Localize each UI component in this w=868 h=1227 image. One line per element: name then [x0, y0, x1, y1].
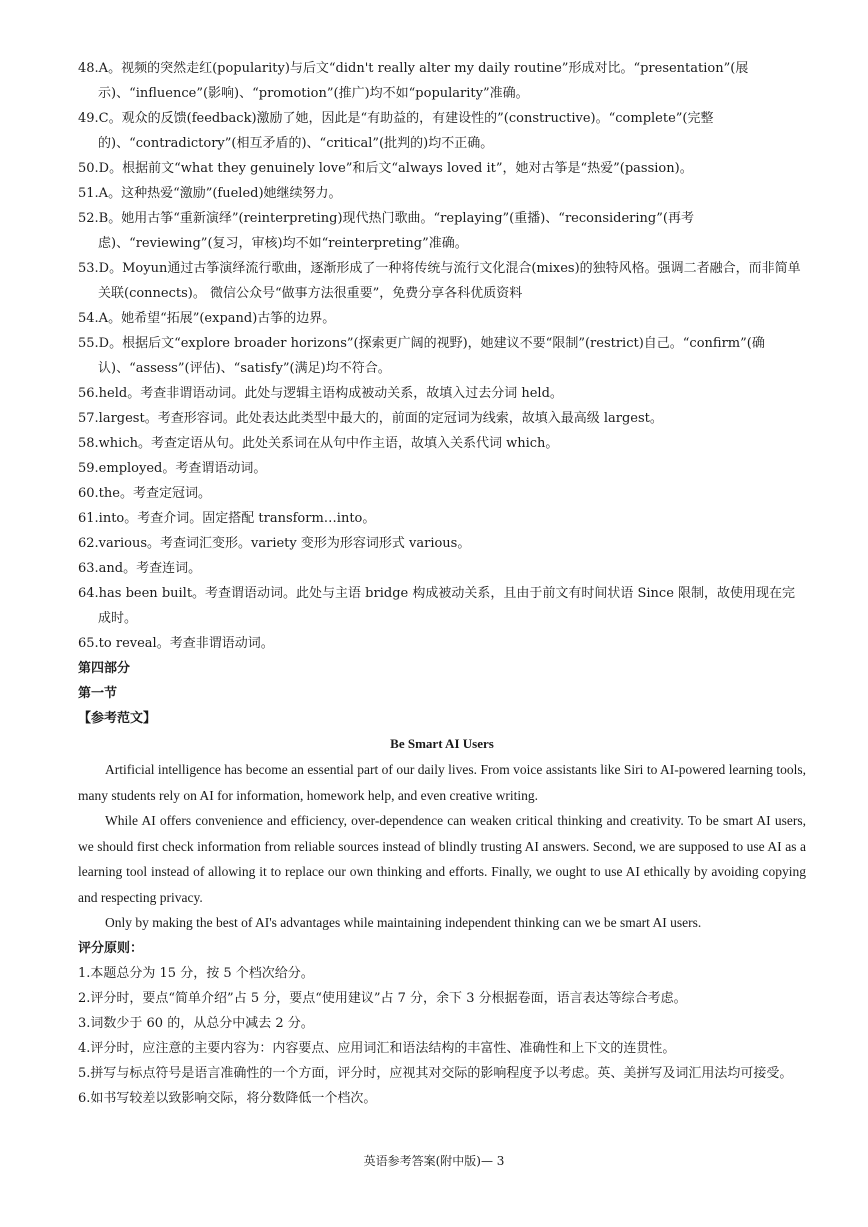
section-heading: 第一节 [78, 686, 118, 701]
essay-paragraph: Artificial intelligence has become an essential part of our daily lives. From voice assistants like Siri to AI-powered learning tools, many students rely on AI for information, homework help, and even creative writing. [78, 762, 806, 803]
answer-64: 64.has been built。考查谓语动词。此处与主语 bridge 构成被动关系，且由于前文有时间状语 Since 限制，故使用现在完成时。 [78, 586, 796, 626]
answer-content [78, 56, 806, 1111]
scoring-rule: 3.词数少于 60 的，从总分中减去 2 分。 [78, 1015, 314, 1031]
scoring-rule: 2.评分时，要点“简单介绍”占 5 分，要点“使用建议”占 7 分，余下 3 分根据卷面，语言表达等综合考虑。 [78, 990, 687, 1006]
essay-paragraph: Only by making the best of AI's advantages while maintaining independent thinking can we be smart AI users. [105, 915, 702, 930]
scoring-rule: 4.评分时，应注意的主要内容为：内容要点、应用词汇和语法结构的丰富性、准确性和上下文的连贯性。 [78, 1040, 676, 1056]
essay-title: Be Smart AI Users [390, 736, 494, 751]
answer-65: 65.to reveal。考查非谓语动词。 [78, 636, 274, 651]
answer-55: 55.D。根据后文“explore broader horizons”(探索更广阔的视野)，她建议不要“限制”(restrict)自己。“confirm”(确认)、“assess”(评估)、“satisfy”(满足)均不符合。 [78, 336, 765, 376]
page-footer: 英语参考答案(附中版)— 3 [363, 1154, 505, 1168]
answer-63: 63.and。考查连词。 [78, 561, 202, 576]
answer-51: 51.A。这种热爱“激励”(fueled)她继续努力。 [78, 186, 342, 201]
scoring-rule: 1.本题总分为 15 分，按 5 个档次给分。 [78, 965, 314, 981]
answer-60: 60.the。考查定冠词。 [78, 486, 211, 501]
answer-59: 59.employed。考查谓语动词。 [78, 461, 267, 476]
answer-49: 49.C。观众的反馈(feedback)激励了她，因此是“有助益的，有建设性的”(constructive)。“complete”(完整的)、“contradictory”(相互矛盾的)、“critical”(批判的)均不正确。 [78, 111, 714, 151]
answer-53: 53.D。Moyun通过古筝演绎流行歌曲，逐渐形成了一种将传统与流行文化混合(mixes)的独特风格。强调二者融合，而非简单关联(connects)。 微信公众号“做事方法很重要”，免费分享各科优质资料 [78, 261, 801, 301]
answer-61: 61.into。考查介词。固定搭配 transform…into。 [78, 511, 376, 526]
sample-essay-heading: 【参考范文】 [78, 711, 157, 726]
scoring-rule: 5.拼写与标点符号是语言准确性的一个方面，评分时，应视其对交际的影响程度予以考虑。英、美拼写及词汇用法均可接受。 [78, 1065, 793, 1081]
answer-56: 56.held。考查非谓语动词。此处与逻辑主语构成被动关系，故填入过去分词 held。 [78, 386, 563, 401]
answer-52: 52.B。她用古筝“重新演绎”(reinterpreting)现代热门歌曲。“replaying”(重播)、“reconsidering”(再考虑)、“reviewing”(复习，审核)均不如“reinterpreting”准确。 [78, 211, 694, 251]
answer-50: 50.D。根据前文“what they genuinely love”和后文“always loved it”，她对古筝是“热爱”(passion)。 [78, 161, 693, 176]
part-heading: 第四部分 [78, 661, 131, 676]
answer-57: 57.largest。考查形容词。此处表达此类型中最大的，前面的定冠词为线索，故填入最高级 largest。 [78, 411, 663, 426]
essay-paragraph: While AI offers convenience and efficiency, over-dependence can weaken critical thinking and creativity. To be smart AI users, we should first check information from reliable sources instead of blindly trusting AI answers. Second, we are supposed to use AI as a learning tool instead of allowing it to replace our own thinking and efforts. Finally, we ought to use AI ethically by avoiding copying and respecting privacy. [78, 813, 806, 905]
answer-62: 62.various。考查词汇变形。variety 变形为形容词形式 various。 [78, 536, 471, 551]
scoring-rules-heading: 评分原则： [78, 940, 144, 956]
scoring-rule: 6.如书写较差以致影响交际，将分数降低一个档次。 [78, 1090, 377, 1106]
answer-54: 54.A。她希望“拓展”(expand)古筝的边界。 [78, 311, 336, 326]
answer-48: 48.A。视频的突然走红(popularity)与后文“didn't really alter my daily routine”形成对比。“presentation”(展示)、“influence”(影响)、“promotion”(推广)均不如“popularity”准确。 [78, 61, 749, 101]
answer-58: 58.which。考查定语从句。此处关系词在从句中作主语，故填入关系代词 which。 [78, 436, 559, 451]
